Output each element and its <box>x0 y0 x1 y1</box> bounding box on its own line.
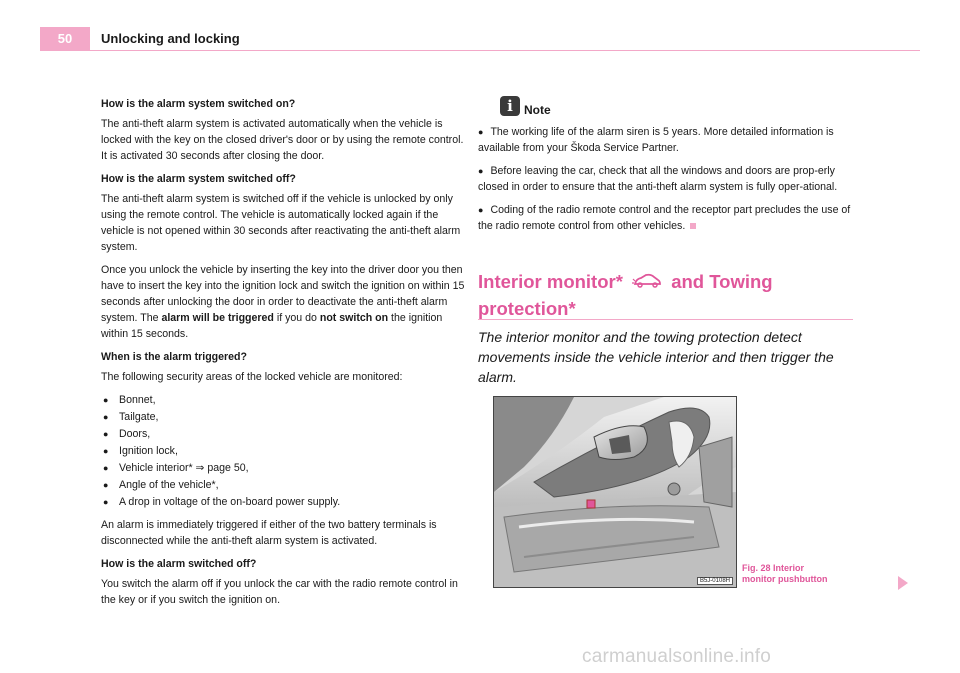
question-alarm-off: How is the alarm system switched off? <box>101 173 296 185</box>
watermark: carmanualsonline.info <box>582 646 772 667</box>
paragraph-battery: An alarm is immediately triggered if either of the two battery terminals is disconnected while the anti-theft alarm system is activated. <box>101 519 437 547</box>
bullet-icon: ● <box>478 127 484 137</box>
list-item: ● Ignition lock, <box>101 443 469 459</box>
note-text: The working life of the alarm siren is 5 years. More detailed information is available from your Škoda Service Partner. <box>478 126 834 154</box>
paragraph-switch-alarm-off: You switch the alarm off if you unlock the car with the radio remote control in the key or if you switch the ignition on. <box>101 578 458 606</box>
note-item <box>478 124 858 156</box>
note-header <box>478 96 858 120</box>
note-text: Coding of the radio remote control and the receptor part precludes the use of the radio remote control from other vehicles. <box>478 204 851 232</box>
paragraph-monitored-areas: The following security areas of the locked vehicle are monitored: <box>101 371 403 383</box>
text-segment: if you do <box>273 312 320 324</box>
door-interior-figure <box>493 396 737 588</box>
note-item <box>478 202 858 234</box>
figure-caption-line: monitor pushbutton <box>742 574 828 584</box>
list-item: ● Bonnet, <box>101 392 469 408</box>
door-illustration <box>494 397 736 587</box>
bold-alarm-triggered: alarm will be triggered <box>161 312 274 324</box>
figure-caption-line: Fig. 28 Interior <box>742 563 805 573</box>
note-title: Note <box>524 103 551 117</box>
note-block <box>478 96 858 241</box>
paragraph-alarm-off: The anti-theft alarm system is switched off if the vehicle is unlocked by only using the remote control. The vehicle is automatically locked again if the vehicle is not opened within 30 seconds after reactivating the anti-theft alarm system. <box>101 193 461 253</box>
monitored-areas-list <box>101 392 469 510</box>
paragraph-ignition <box>101 262 469 342</box>
list-item: ● Vehicle interior* ⇒ page 50, <box>101 460 469 476</box>
paragraph-alarm-on: The anti-theft alarm system is activated automatically when the vehicle is locked with the key on the closed driver's door or by using the remote control. It is activated 30 seconds after closing the door. <box>101 118 464 162</box>
figure-caption <box>742 563 827 585</box>
info-icon: i <box>500 96 520 116</box>
section-title-part: and Towing protection* <box>478 271 773 319</box>
question-alarm-on: How is the alarm system switched on? <box>101 98 296 110</box>
list-item: ● A drop in voltage of the on-board power supply. <box>101 494 469 510</box>
continue-arrow-icon <box>898 576 908 590</box>
bold-not-switch-on: not switch on <box>319 312 389 324</box>
car-alarm-icon <box>632 273 662 289</box>
question-switch-alarm-off: How is the alarm switched off? <box>101 558 257 570</box>
section-lead: The interior monitor and the towing protection detect movements inside the vehicle interior and then trigger the alarm. <box>478 329 834 385</box>
figure-code: B5J-0108H <box>697 577 733 585</box>
page-header-title: Unlocking and locking <box>101 31 240 46</box>
text-segment: Once you unlock the vehicle by inserting the key into the driver door you then have to insert the key into the ignition lock and switch the ignition on within 15 seconds after unlocking the door in order to deactivate the anti-theft alarm system. The <box>101 264 465 324</box>
section-title-part: Interior monitor* <box>478 271 629 292</box>
page-number: 50 <box>40 27 90 51</box>
list-item: ● Tailgate, <box>101 409 469 425</box>
bullet-icon: ● <box>478 166 484 176</box>
note-item <box>478 163 858 195</box>
header-divider <box>40 50 920 51</box>
left-column <box>101 96 469 615</box>
section-title <box>478 268 858 322</box>
section-end-icon <box>690 223 696 229</box>
text-segment: the ignition within 15 seconds. <box>101 312 443 340</box>
bullet-icon: ● <box>478 205 484 215</box>
list-item: ● Doors, <box>101 426 469 442</box>
note-text: Before leaving the car, check that all the windows and doors are prop-erly closed in order to ensure that the anti-theft alarm system is fully oper-ational. <box>478 165 838 193</box>
question-alarm-triggered: When is the alarm triggered? <box>101 351 247 363</box>
list-item: ● Angle of the vehicle*, <box>101 477 469 493</box>
section-divider <box>478 319 853 320</box>
